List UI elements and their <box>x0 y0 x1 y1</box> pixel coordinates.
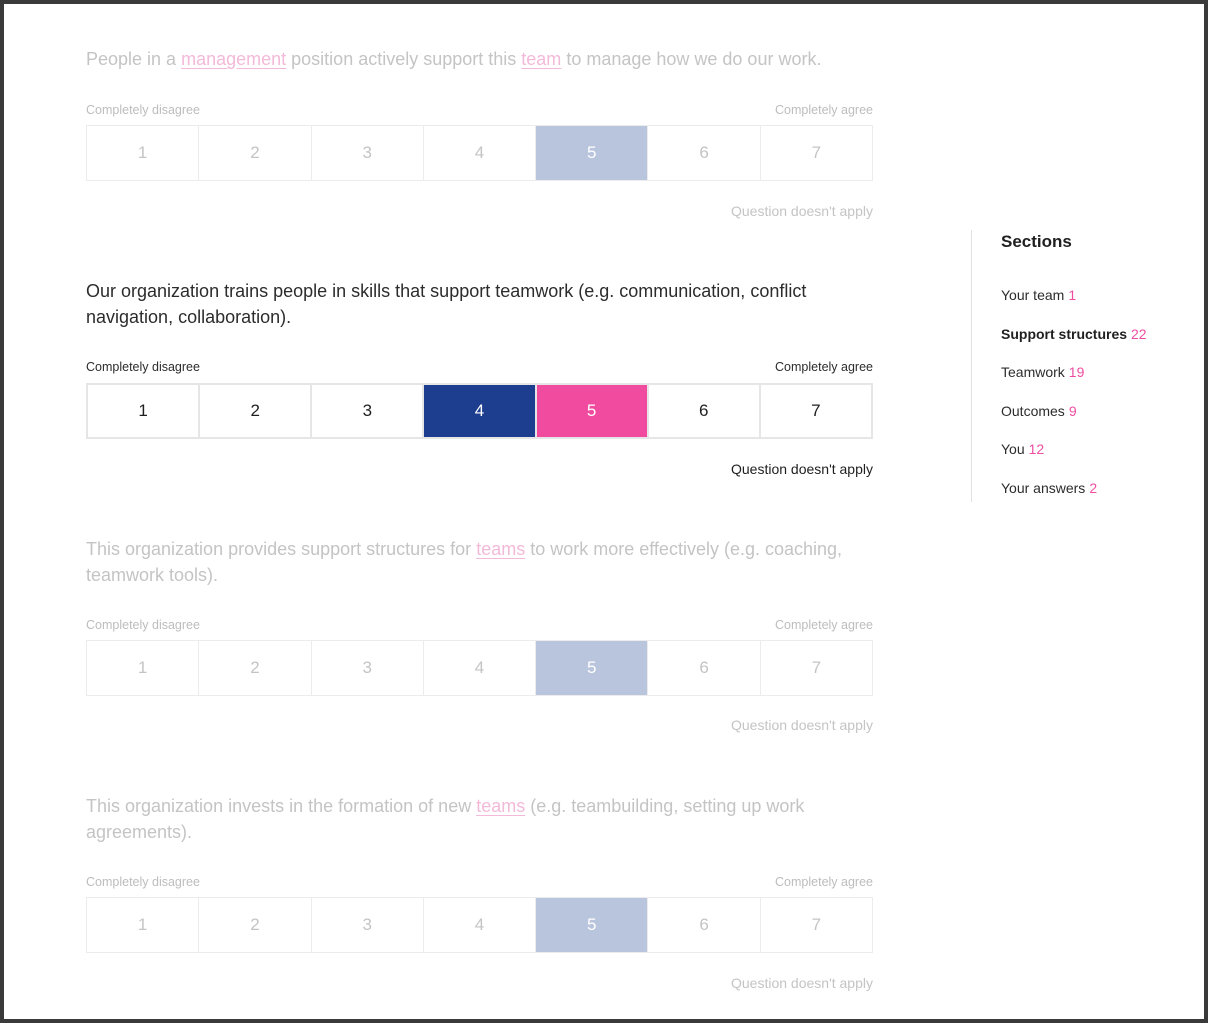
rating-option-6[interactable]: 6 <box>648 898 760 952</box>
rating-scale <box>86 383 873 439</box>
question-3 <box>86 536 873 733</box>
question-1 <box>86 46 873 219</box>
glossary-term-management[interactable]: management <box>181 49 287 69</box>
rating-scale <box>86 640 873 696</box>
rating-option-2[interactable]: 2 <box>199 641 311 695</box>
sidebar-item-outcomes[interactable]: Outcomes 9 <box>1001 403 1077 419</box>
scale-high-label: Completely agree <box>775 103 873 117</box>
rating-option-4[interactable]: 4 <box>424 126 536 180</box>
rating-option-4[interactable]: 4 <box>424 898 536 952</box>
scale-labels <box>86 103 873 117</box>
rating-option-2[interactable]: 2 <box>200 385 312 437</box>
rating-option-5[interactable]: 5 <box>536 126 648 180</box>
scale-high-label: Completely agree <box>775 875 873 889</box>
rating-scale <box>86 897 873 953</box>
rating-option-3[interactable]: 3 <box>312 641 424 695</box>
rating-option-1[interactable]: 1 <box>87 641 199 695</box>
scale-low-label: Completely disagree <box>86 360 200 374</box>
rating-option-7[interactable]: 7 <box>761 898 872 952</box>
question-text: People in a management position actively support this team to manage how we do our work. <box>86 49 822 69</box>
not-applicable-link[interactable]: Question doesn't apply <box>731 975 873 991</box>
section-count: 1 <box>1068 287 1077 303</box>
glossary-term-teams[interactable]: teams <box>476 539 526 559</box>
rating-option-3[interactable]: 3 <box>312 126 424 180</box>
scale-high-label: Completely agree <box>775 360 873 374</box>
question-text: This organization invests in the formation of new teams (e.g. teambuilding, setting up work agreements). <box>86 796 805 842</box>
not-applicable-link[interactable]: Question doesn't apply <box>731 461 873 477</box>
rating-option-5[interactable]: 5 <box>536 641 648 695</box>
rating-option-7[interactable]: 7 <box>761 385 871 437</box>
sidebar-item-your-answers[interactable]: Your answers 2 <box>1001 480 1098 496</box>
rating-option-4[interactable]: 4 <box>424 385 536 437</box>
scale-high-label: Completely agree <box>775 618 873 632</box>
glossary-term-teams[interactable]: teams <box>476 796 526 816</box>
sidebar-item-your-team[interactable]: Your team 1 <box>1001 287 1077 303</box>
rating-option-6[interactable]: 6 <box>649 385 761 437</box>
rating-option-7[interactable]: 7 <box>761 126 872 180</box>
not-applicable-link[interactable]: Question doesn't apply <box>731 203 873 219</box>
rating-option-2[interactable]: 2 <box>199 898 311 952</box>
section-count: 19 <box>1068 364 1085 380</box>
section-count: 9 <box>1068 403 1077 419</box>
rating-option-5[interactable]: 5 <box>537 385 649 437</box>
question-2 <box>86 278 873 477</box>
rating-option-1[interactable]: 1 <box>88 385 200 437</box>
question-text: This organization provides support structures for teams to work more effectively (e.g. coaching, teamwork tools). <box>86 539 843 585</box>
rating-option-1[interactable]: 1 <box>87 126 199 180</box>
sections-sidebar <box>971 230 1172 502</box>
sidebar-item-teamwork[interactable]: Teamwork 19 <box>1001 364 1085 380</box>
glossary-term-team[interactable]: team <box>521 49 562 69</box>
rating-option-6[interactable]: 6 <box>648 641 760 695</box>
rating-scale <box>86 125 873 181</box>
sidebar-item-support-structures[interactable]: Support structures 22 <box>1001 326 1147 342</box>
rating-option-7[interactable]: 7 <box>761 641 872 695</box>
sidebar-item-you[interactable]: You 12 <box>1001 441 1045 457</box>
rating-option-3[interactable]: 3 <box>312 898 424 952</box>
rating-option-1[interactable]: 1 <box>87 898 199 952</box>
rating-option-4[interactable]: 4 <box>424 641 536 695</box>
scale-labels <box>86 360 873 374</box>
section-count: 2 <box>1089 480 1098 496</box>
question-4 <box>86 793 873 991</box>
rating-option-3[interactable]: 3 <box>312 385 424 437</box>
sidebar-title: Sections <box>1001 232 1072 251</box>
scale-low-label: Completely disagree <box>86 103 200 117</box>
scale-labels <box>86 618 873 632</box>
section-count: 12 <box>1028 441 1045 457</box>
rating-option-5[interactable]: 5 <box>536 898 648 952</box>
scale-labels <box>86 875 873 889</box>
not-applicable-link[interactable]: Question doesn't apply <box>731 717 873 733</box>
scale-low-label: Completely disagree <box>86 875 200 889</box>
question-text: Our organization trains people in skills that support teamwork (e.g. communication, conflict navigation, collaboration). <box>86 281 807 327</box>
rating-option-6[interactable]: 6 <box>648 126 760 180</box>
section-count: 22 <box>1131 326 1147 342</box>
rating-option-2[interactable]: 2 <box>199 126 311 180</box>
scale-low-label: Completely disagree <box>86 618 200 632</box>
